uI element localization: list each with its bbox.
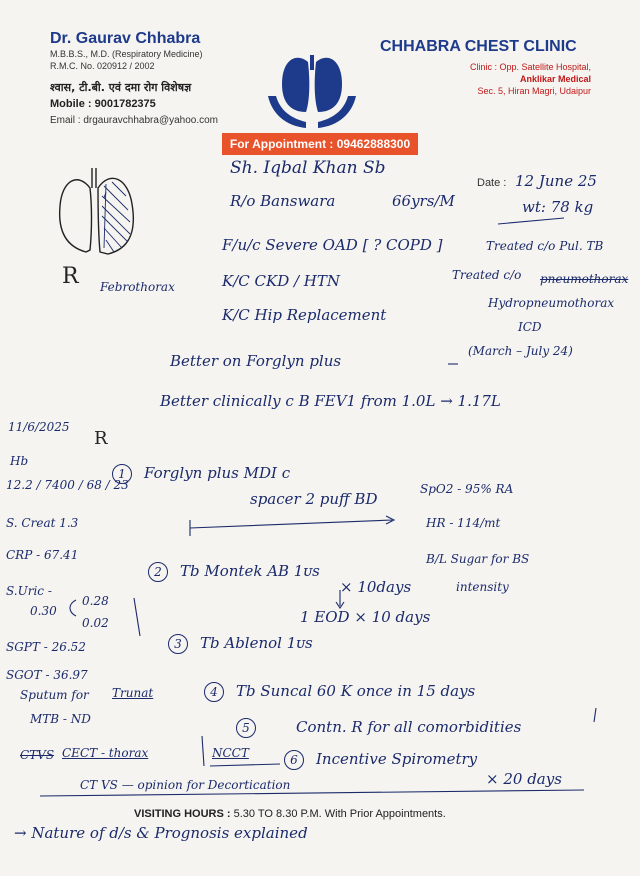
sputum-for: Sputum for xyxy=(20,688,89,702)
sgot-value: SGOT - 36.97 xyxy=(6,668,88,682)
med-3-name: Tb Ablenol 1ᴜs xyxy=(200,634,313,652)
med-2-name: Tb Montek AB 1ᴜs xyxy=(180,562,320,580)
visiting-hours-label: VISITING HOURS : xyxy=(134,808,231,820)
med-4-name: Tb Suncal 60 K once in 15 days xyxy=(236,682,476,700)
uric-value-b: 0.02 xyxy=(82,616,109,630)
med-4 xyxy=(204,682,475,702)
serum-creatinine: S. Creat 1.3 xyxy=(6,516,79,530)
med-1-number: 1 xyxy=(112,464,132,484)
med-6 xyxy=(284,750,477,770)
mtb-result: MTB - ND xyxy=(30,712,91,726)
med-6-duration: × 20 days xyxy=(486,770,562,788)
lung-diagram-icon xyxy=(60,168,134,254)
doctor-email: Email : drgauravchhabra@yahoo.com xyxy=(50,115,219,126)
heart-rate: HR - 114/mt xyxy=(426,516,501,530)
med-6-name: Incentive Spirometry xyxy=(316,750,478,768)
clinic-address xyxy=(470,61,591,97)
followup-diagnosis: F/u/c Severe OAD [ ? COPD ] xyxy=(222,236,443,254)
rx-date: 11/6/2025 xyxy=(8,420,70,434)
sgpt-value: SGPT - 26.52 xyxy=(6,640,86,654)
hb-label: Hb xyxy=(10,454,29,468)
visiting-hours xyxy=(134,808,446,820)
date-label: Date : xyxy=(477,177,507,189)
cbc-values: 12.2 / 7400 / 68 / 23 xyxy=(6,478,129,492)
cect-thorax: CECT - thorax xyxy=(62,746,149,760)
appointment-banner: For Appointment : 09462888300 xyxy=(222,133,418,155)
better-on-note: Better on Forglyn plus xyxy=(170,352,342,370)
hydropneumothorax-note: Hydropneumothorax xyxy=(488,296,615,310)
clinic-address-line-1: Clinic : Opp. Satellite Hospital, xyxy=(469,62,591,72)
pneumothorax-struck: pneumothorax xyxy=(540,272,629,286)
ctvs-opinion: CT VS — opinion for Decortication xyxy=(80,778,291,792)
treated-tb: Treated c/o Pul. TB xyxy=(486,239,604,253)
med-5 xyxy=(236,718,521,738)
uric-value-a: 0.28 xyxy=(82,594,109,608)
trunat-test: Trunat xyxy=(112,686,154,700)
med-4-number: 4 xyxy=(204,682,224,702)
doctor-name: Dr. Gaurav Chhabra xyxy=(50,30,201,47)
med-1 xyxy=(112,464,290,484)
doctor-specialty-hindi: श्वास, टी.बी. एवं दमा रोग विशेषज्ञ xyxy=(50,81,192,94)
doctor-registration: R.M.C. No. 020912 / 2002 xyxy=(50,61,155,71)
patient-residence: R/o Banswara xyxy=(230,192,336,210)
kc-hip-replacement: K/C Hip Replacement xyxy=(222,306,387,324)
icd-note: ICD xyxy=(518,320,542,334)
med-1-dose: spacer 2 puff BD xyxy=(250,490,378,508)
kc-ckd-htn: K/C CKD / HTN xyxy=(222,272,341,290)
med-2-duration: × 10days xyxy=(340,578,412,596)
patient-age-sex: 66yrs/M xyxy=(392,192,455,210)
clinic-name: CHHABRA CHEST CLINIC xyxy=(380,38,577,55)
clinic-address-line-2: Anklikar Medical xyxy=(519,74,591,84)
blood-sugar-note: B/L Sugar for BS xyxy=(426,552,530,566)
med-1-name: Forglyn plus MDI c xyxy=(144,464,291,482)
visiting-hours-text: 5.30 TO 8.30 P.M. With Prior Appointments. xyxy=(233,808,446,820)
treatment-duration: (March – July 24) xyxy=(468,344,573,358)
rx-section-icon: R xyxy=(94,428,108,449)
fibrothorax-note: Febrothorax xyxy=(100,280,175,294)
med-5-number: 5 xyxy=(236,718,256,738)
patient-name: Sh. Iqbal Khan Sb xyxy=(230,158,386,178)
clinic-address-line-3: Sec. 5, Hiran Magri, Udaipur xyxy=(477,86,591,96)
serum-uric-label: S.Uric - xyxy=(6,584,52,598)
spo2-value: SpO2 - 95% RA xyxy=(420,482,514,496)
med-2-number: 2 xyxy=(148,562,168,582)
doctor-mobile: Mobile : 9001782375 xyxy=(50,98,156,110)
uric-main-value: 0.30 xyxy=(30,604,57,618)
ctvs-struck: CTVS xyxy=(20,748,55,762)
med-6-number: 6 xyxy=(284,750,304,770)
doctor-qualifications: M.B.B.S., M.D. (Respiratory Medicine) xyxy=(50,49,203,59)
med-3 xyxy=(168,634,313,654)
intensity-note: intensity xyxy=(456,580,509,594)
prognosis-note: → Nature of d/s & Prognosis explained xyxy=(14,824,308,842)
rx-symbol: R xyxy=(62,264,79,289)
treated-for: Treated c/o xyxy=(452,268,522,282)
crp-value: CRP - 67.41 xyxy=(6,548,79,562)
better-clinically-note: Better clinically c B FEV1 from 1.0L → 1.17L xyxy=(160,392,501,410)
med-3-number: 3 xyxy=(168,634,188,654)
med-2 xyxy=(148,562,320,582)
patient-weight: wt: 78 kg xyxy=(522,198,594,216)
med-5-name: Contn. R for all comorbidities xyxy=(296,718,522,736)
visit-date: 12 June 25 xyxy=(515,172,597,190)
ncct-note: NCCT xyxy=(212,746,249,760)
med-2-dose: 1 EOD × 10 days xyxy=(300,608,431,626)
